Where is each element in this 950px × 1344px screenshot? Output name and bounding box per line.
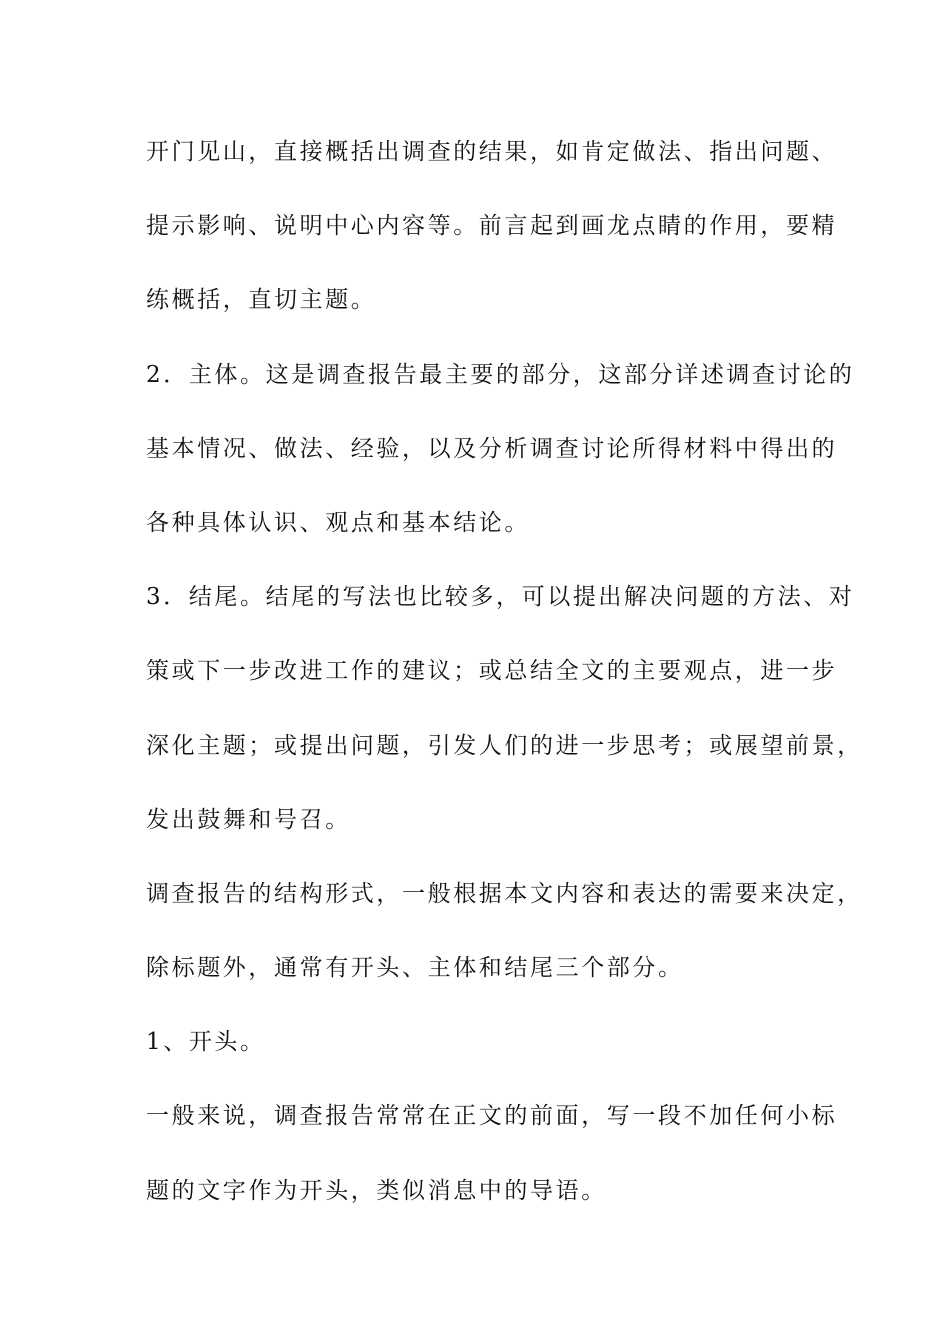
text-line: 2．主体。这是调查报告最主要的部分，这部分详述调查讨论的: [146, 361, 855, 388]
text-line: 3．结尾。结尾的写法也比较多，可以提出解决问题的方法、对: [146, 584, 855, 611]
text-line: 题的文字作为开头，类似消息中的导语。: [146, 1177, 607, 1204]
document-body: [146, 126, 863, 1239]
text-line: 策或下一步改进工作的建议；或总结全文的主要观点，进一步: [146, 658, 838, 685]
text-line: 调查报告的结构形式，一般根据本文内容和表达的需要来决定，: [146, 880, 863, 907]
text-line: 提示影响、说明中心内容等。前言起到画龙点睛的作用，要精: [146, 213, 838, 240]
text-line: 除标题外，通常有开头、主体和结尾三个部分。: [146, 955, 684, 982]
text-line: 各种具体认识、观点和基本结论。: [146, 509, 530, 536]
text-line: 发出鼓舞和号召。: [146, 806, 351, 833]
text-line: 练概括，直切主题。: [146, 287, 377, 314]
text-line: 1、开头。: [146, 1029, 266, 1056]
text-line: 开门见山，直接概括出调查的结果，如肯定做法、指出问题、: [146, 139, 838, 165]
text-line: 深化主题；或提出问题，引发人们的进一步思考；或展望前景，: [146, 732, 863, 759]
text-line: 基本情况、做法、经验，以及分析调查讨论所得材料中得出的: [146, 435, 838, 462]
text-line: 一般来说，调查报告常常在正文的前面，写一段不加任何小标: [146, 1103, 838, 1130]
